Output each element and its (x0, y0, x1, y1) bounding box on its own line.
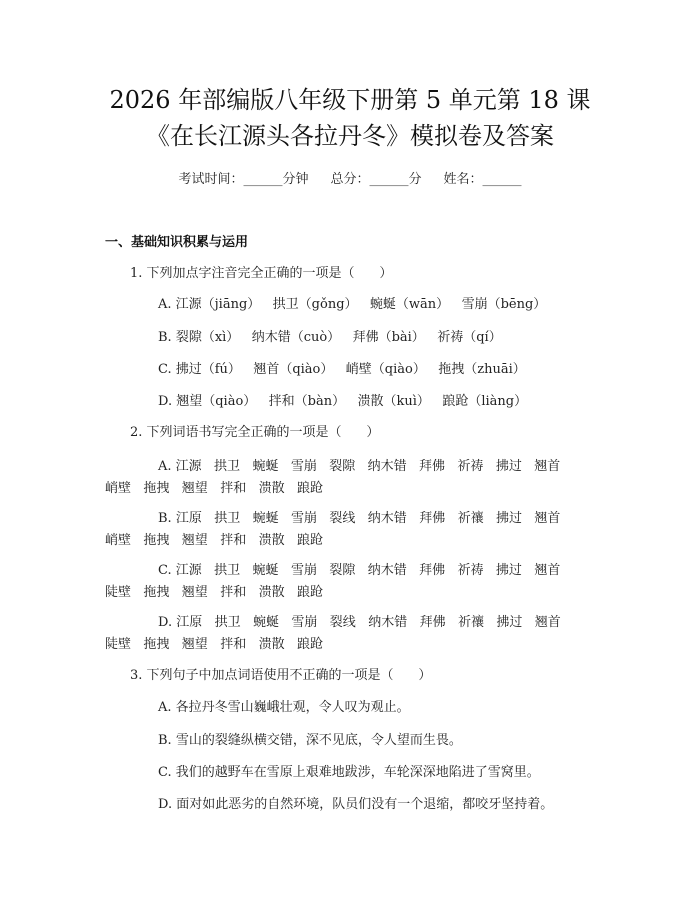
question-2-option-d-line2: 陡壁 拖拽 翘望 拌和 溃散 踉跄 (105, 637, 323, 652)
question-2-option-d-line1: D. 江原 拱卫 蜿蜒 雪崩 裂线 纳木错 拜佛 祈禳 拂过 翘首 (158, 615, 561, 630)
question-3-option-a: A. 各拉丹冬雪山巍峨壮观，令人叹为观止。 (158, 700, 410, 715)
question-3-option-c: C. 我们的越野车在雪原上艰难地跋涉，车轮深深地陷进了雪窝里。 (158, 765, 540, 780)
question-3-option-b: B. 雪山的裂缝纵横交错，深不见底，令人望而生畏。 (158, 733, 462, 748)
question-1-option-d: D. 翘望（qiào） 拌和（bàn） 溃散（kuì） 踉跄（liàng） (158, 394, 528, 409)
question-1-option-b: B. 裂隙（xì） 纳木错（cuò） 拜佛（bài） 祈祷（qí） (158, 330, 502, 345)
question-2-option-a-line1: A. 江源 拱卫 蜿蜒 雪崩 裂隙 纳木错 拜佛 祈祷 拂过 翘首 (158, 459, 561, 474)
section-heading: 一、基础知识积累与运用 (105, 235, 249, 250)
question-2-stem: 2. 下列词语书写完全正确的一项是（ ） (130, 425, 380, 440)
exam-name: 姓名：______ (443, 172, 522, 187)
exam-meta (0, 168, 700, 187)
question-1-option-a: A. 江源（jiāng） 拱卫（gǒng） 蜿蜒（wān） 雪崩（bēng） (158, 297, 547, 312)
exam-title-line1: 2026 年部编版八年级下册第 5 单元第 18 课 (109, 86, 591, 114)
exam-title-line2: 《在长江源头各拉丹冬》模拟卷及答案 (146, 122, 554, 150)
question-2-option-b-line1: B. 江原 拱卫 蜿蜒 雪崩 裂线 纳木错 拜佛 祈禳 拂过 翘首 (158, 511, 561, 526)
question-3-option-d: D. 面对如此恶劣的自然环境，队员们没有一个退缩，都咬牙坚持着。 (158, 797, 554, 812)
question-2-option-b-line2: 峭壁 拖拽 翘望 拌和 溃散 踉跄 (105, 533, 323, 548)
question-3-stem: 3. 下列句子中加点词语使用不正确的一项是（ ） (130, 668, 432, 683)
exam-time: 考试时间：______分钟 (178, 172, 309, 187)
question-2-option-c-line1: C. 江源 拱卫 蜿蜒 雪崩 裂隙 纳木错 拜佛 祈祷 拂过 翘首 (158, 563, 561, 578)
question-1-option-c: C. 拂过（fú） 翘首（qiào） 峭壁（qiào） 拖拽（zhuāi） (158, 362, 526, 377)
exam-score: 总分：______分 (330, 172, 422, 187)
question-2-option-a-line2: 峭壁 拖拽 翘望 拌和 溃散 踉跄 (105, 481, 323, 496)
question-1-stem: 1. 下列加点字注音完全正确的一项是（ ） (130, 266, 393, 281)
question-2-option-c-line2: 陡壁 拖拽 翘望 拌和 溃散 踉跄 (105, 585, 323, 600)
